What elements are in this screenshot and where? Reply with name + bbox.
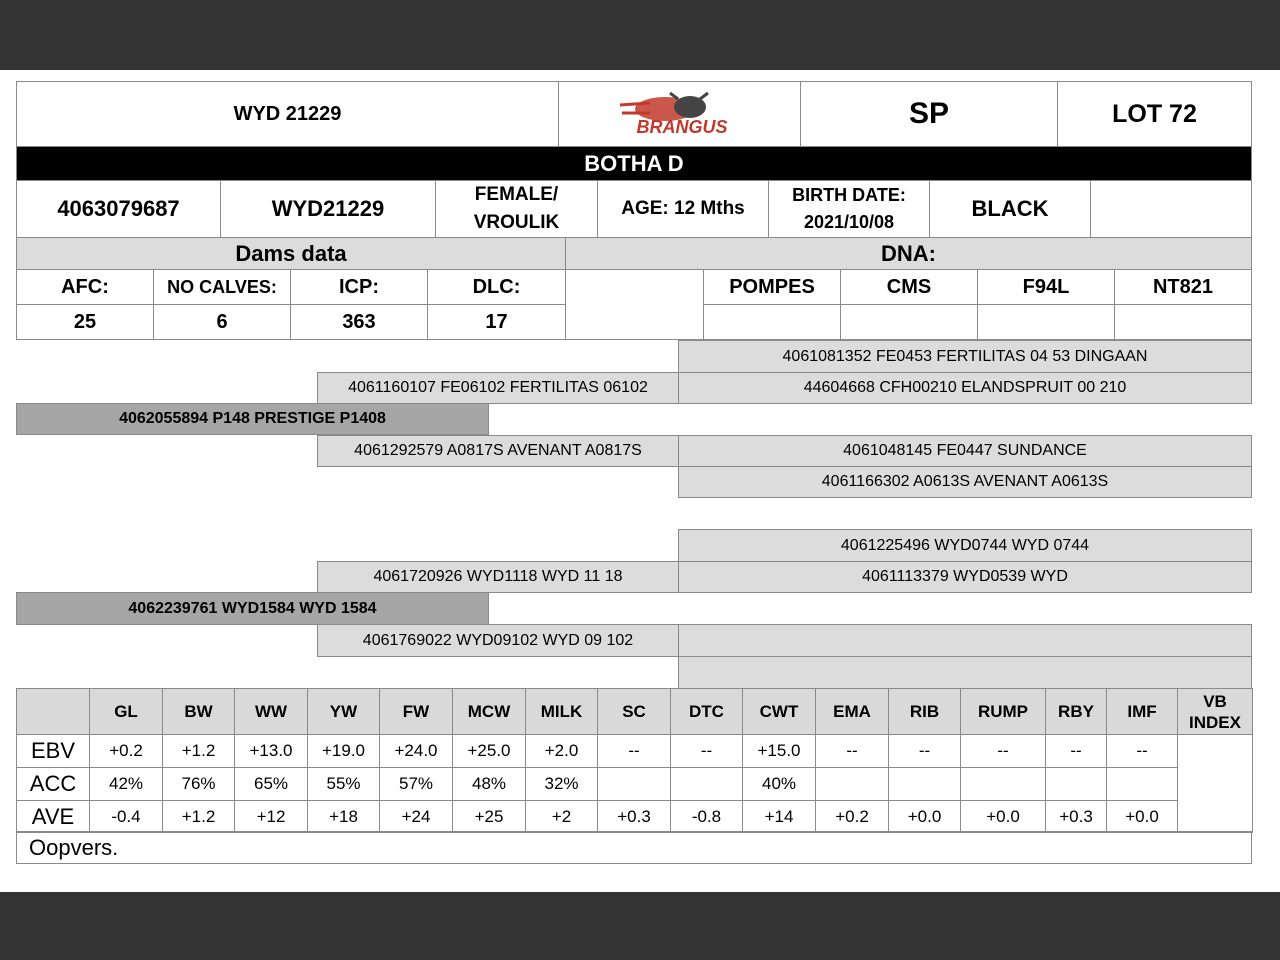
- ebv-cell-acc-ww: 65%: [234, 767, 308, 801]
- pedigree-dam-sire-sire: 4061225496 WYD0744 WYD 0744: [678, 529, 1252, 562]
- ebv-cell-acc-imf: [1106, 767, 1178, 801]
- ebv-cell-ave-cwt: +14: [742, 800, 816, 833]
- ebv-header-ww: WW: [234, 688, 308, 735]
- dna-header-nt821: NT821: [1114, 269, 1252, 305]
- dams-header-dlc: DLC:: [427, 269, 566, 305]
- ebv-cell-ave-ww: +12: [234, 800, 308, 833]
- ebv-cell-ebv-bw: +1.2: [162, 734, 235, 768]
- ebv-cell-acc-milk: 32%: [525, 767, 598, 801]
- ebv-row-label-acc: ACC: [16, 767, 90, 801]
- ebv-header-cwt: CWT: [742, 688, 816, 735]
- ebv-cell-ave-sc: +0.3: [597, 800, 671, 833]
- pedigree-dam-dam-dam: [678, 656, 1252, 689]
- birth-label: BIRTH DATE:: [792, 185, 906, 205]
- pedigree-sire-sire-dam: 44604668 CFH00210 ELANDSPRUIT 00 210: [678, 372, 1252, 404]
- sex-line-2: VROULIK: [473, 212, 560, 233]
- ebv-header-fw: FW: [379, 688, 453, 735]
- header-grade: SP: [800, 81, 1058, 147]
- ebv-cell-acc-rib: [888, 767, 961, 801]
- pedigree-dam-sire-dam: 4061113379 WYD0539 WYD: [678, 561, 1252, 593]
- reg-number: 4063079687: [16, 180, 221, 238]
- dna-blank-cell: [565, 269, 704, 340]
- ebv-row-label-ave: AVE: [16, 800, 90, 833]
- ebv-cell-acc-bw: 76%: [162, 767, 235, 801]
- vb-index-label-2: INDEX: [1189, 712, 1241, 732]
- birth-date-field: [768, 180, 930, 238]
- ebv-cell-acc-ema: [815, 767, 889, 801]
- comment-field: Oopvers.: [16, 831, 1252, 864]
- dams-title: Dams data: [16, 237, 566, 270]
- sex-line-1: FEMALE/: [474, 184, 559, 205]
- ebv-cell-ave-ema: +0.2: [815, 800, 889, 833]
- ebv-header-rby: RBY: [1045, 688, 1107, 735]
- ebv-header-milk: MILK: [525, 688, 598, 735]
- ebv-cell-ebv-rump: --: [960, 734, 1046, 768]
- ebv-cell-ebv-milk: +2.0: [525, 734, 598, 768]
- dams-value-dlc: 17: [427, 304, 566, 340]
- dna-value-nt821: [1114, 304, 1252, 340]
- ebv-header-corner: [16, 688, 90, 735]
- dna-value-f94l: [977, 304, 1115, 340]
- birth-date: 2021/10/08: [803, 212, 895, 232]
- dams-value-calves: 6: [153, 304, 291, 340]
- dams-value-icp: 363: [290, 304, 428, 340]
- ebv-header-mcw: MCW: [452, 688, 526, 735]
- ebv-cell-ebv-imf: --: [1106, 734, 1178, 768]
- ebv-cell-ebv-gl: +0.2: [89, 734, 163, 768]
- ebv-cell-ebv-rib: --: [888, 734, 961, 768]
- ebv-cell-ave-bw: +1.2: [162, 800, 235, 833]
- ebv-cell-acc-cwt: 40%: [742, 767, 816, 801]
- ebv-header-bw: BW: [162, 688, 235, 735]
- dna-header-cms: CMS: [840, 269, 978, 305]
- pedigree-sire-dam-dam: 4061166302 A0613S AVENANT A0613S: [678, 466, 1252, 498]
- ebv-header-rump: RUMP: [960, 688, 1046, 735]
- ebv-cell-ave-rump: +0.0: [960, 800, 1046, 833]
- ebv-header-gl: GL: [89, 688, 163, 735]
- pedigree-dam-dam: 4061769022 WYD09102 WYD 09 102: [317, 624, 679, 657]
- ebv-cell-acc-sc: [597, 767, 671, 801]
- pedigree-sire-sire-sire: 4061081352 FE0453 FERTILITAS 04 53 DINGAAN: [678, 340, 1252, 373]
- ebv-cell-ebv-yw: +19.0: [307, 734, 380, 768]
- ebv-header-dtc: DTC: [670, 688, 743, 735]
- dna-title: DNA:: [565, 237, 1252, 270]
- ebv-cell-ebv-rby: --: [1045, 734, 1107, 768]
- ebv-cell-ebv-sc: --: [597, 734, 671, 768]
- bottom-letterbox: [0, 892, 1280, 960]
- ebv-header-vb-index: [1177, 688, 1253, 735]
- ebv-cell-acc-yw: 55%: [307, 767, 380, 801]
- ebv-cell-ave-rib: +0.0: [888, 800, 961, 833]
- ebv-cell-ave-rby: +0.3: [1045, 800, 1107, 833]
- ebv-cell-ave-mcw: +25: [452, 800, 526, 833]
- ebv-cell-acc-dtc: [670, 767, 743, 801]
- ebv-cell-ebv-cwt: +15.0: [742, 734, 816, 768]
- ebv-header-rib: RIB: [888, 688, 961, 735]
- pedigree-sire-dam: 4061292579 A0817S AVENANT A0817S: [317, 435, 679, 467]
- colour-field: BLACK: [929, 180, 1091, 238]
- vb-index-label-1: VB: [1203, 691, 1227, 711]
- ebv-cell-ave-gl: -0.4: [89, 800, 163, 833]
- dams-header-calves: NO CALVES:: [153, 269, 291, 305]
- ebv-cell-acc-rump: [960, 767, 1046, 801]
- ebv-cell-ebv-fw: +24.0: [379, 734, 453, 768]
- ebv-cell-ebv-dtc: --: [670, 734, 743, 768]
- info-blank-cell: [1090, 180, 1252, 238]
- header-lot: LOT 72: [1057, 81, 1252, 147]
- dna-value-pompes: [703, 304, 841, 340]
- ebv-cell-acc-mcw: 48%: [452, 767, 526, 801]
- brangus-logo: [558, 81, 801, 147]
- ebv-cell-ave-yw: +18: [307, 800, 380, 833]
- dna-header-pompes: POMPES: [703, 269, 841, 305]
- ebv-header-sc: SC: [597, 688, 671, 735]
- pedigree-sire: 4062055894 P148 PRESTIGE P1408: [16, 403, 489, 435]
- dams-value-afc: 25: [16, 304, 154, 340]
- ebv-cell-ave-fw: +24: [379, 800, 453, 833]
- ebv-cell-ebv-ema: --: [815, 734, 889, 768]
- header-id: WYD 21229: [16, 81, 559, 147]
- pedigree-sire-sire: 4061160107 FE06102 FERTILITAS 06102: [317, 372, 679, 404]
- herd-id: WYD21229: [220, 180, 436, 238]
- pedigree-sire-dam-sire: 4061048145 FE0447 SUNDANCE: [678, 435, 1252, 467]
- dna-value-cms: [840, 304, 978, 340]
- pedigree-dam-sire: 4061720926 WYD1118 WYD 11 18: [317, 561, 679, 593]
- ebv-cell-ave-dtc: -0.8: [670, 800, 743, 833]
- logo-text: BRANGUS: [635, 117, 728, 137]
- ebv-row-label-ebv: EBV: [16, 734, 90, 768]
- top-letterbox: [0, 0, 1280, 70]
- ebv-header-yw: YW: [307, 688, 380, 735]
- ebv-cell-acc-rby: [1045, 767, 1107, 801]
- bull-logo-icon: [600, 89, 760, 139]
- ebv-cell-acc-gl: 42%: [89, 767, 163, 801]
- dams-header-afc: AFC:: [16, 269, 154, 305]
- dams-header-icp: ICP:: [290, 269, 428, 305]
- dna-header-f94l: F94L: [977, 269, 1115, 305]
- age-field: AGE: 12 Mths: [597, 180, 769, 238]
- animal-name: BOTHA D: [16, 146, 1252, 181]
- pedigree-dam-dam-sire: [678, 624, 1252, 657]
- ebv-vb-index-value: [1177, 734, 1253, 833]
- ebv-cell-ave-imf: +0.0: [1106, 800, 1178, 833]
- ebv-cell-acc-fw: 57%: [379, 767, 453, 801]
- ebv-header-imf: IMF: [1106, 688, 1178, 735]
- sex-field: [435, 180, 598, 238]
- ebv-cell-ebv-ww: +13.0: [234, 734, 308, 768]
- ebv-cell-ebv-mcw: +25.0: [452, 734, 526, 768]
- pedigree-dam: 4062239761 WYD1584 WYD 1584: [16, 592, 489, 625]
- ebv-header-ema: EMA: [815, 688, 889, 735]
- ebv-cell-ave-milk: +2: [525, 800, 598, 833]
